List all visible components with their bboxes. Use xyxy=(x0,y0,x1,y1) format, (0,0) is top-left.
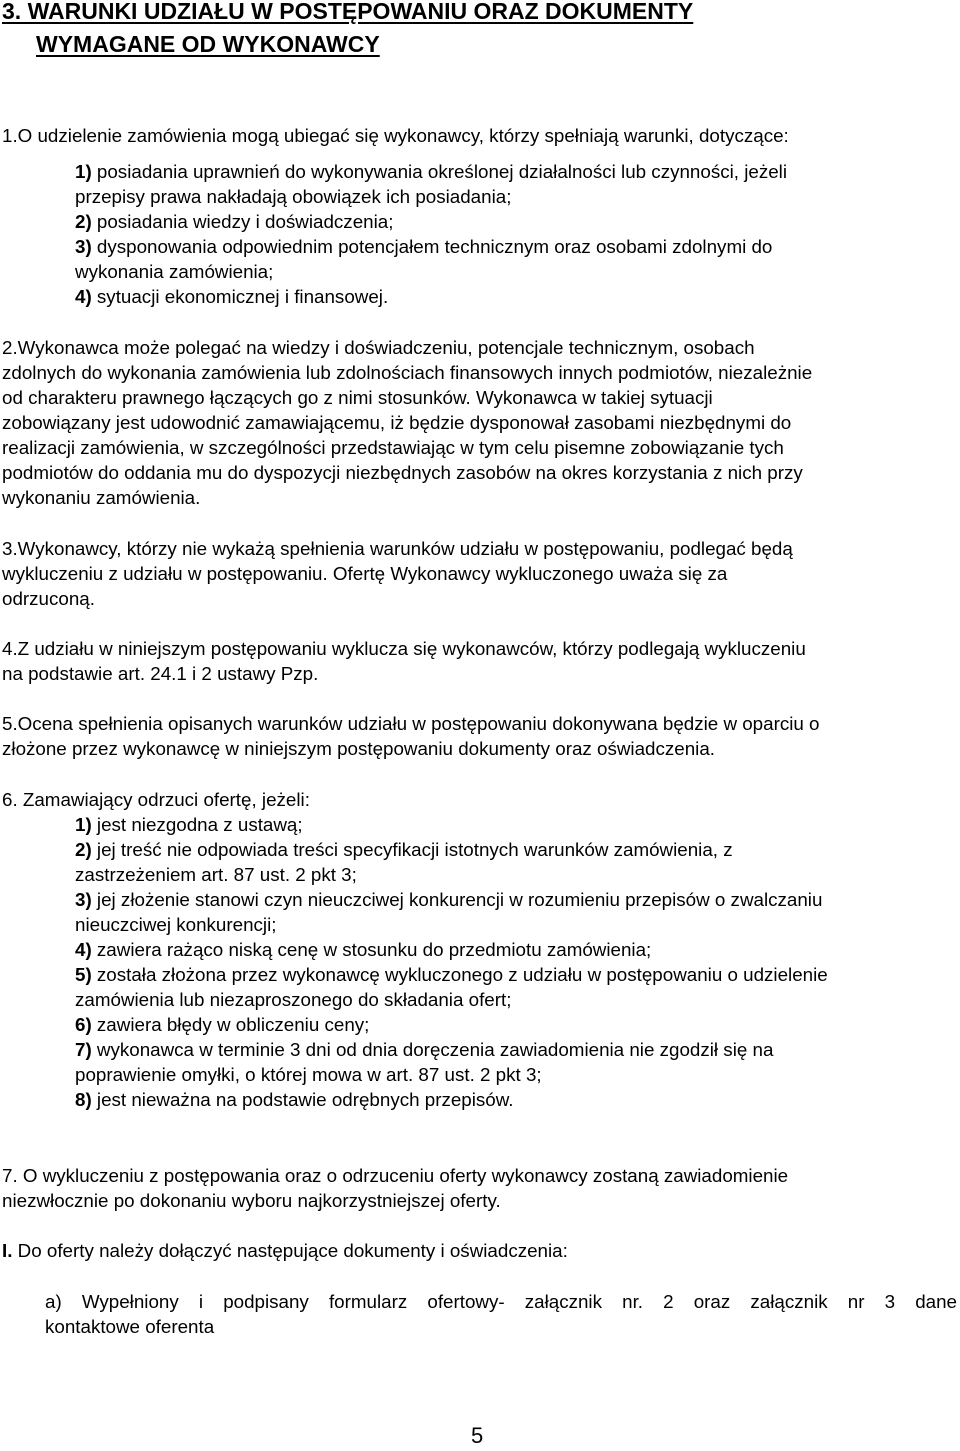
item-number: 8) xyxy=(75,1089,92,1110)
item-text: sytuacji ekonomicznej i finansowej. xyxy=(91,286,389,307)
item-number: 3) xyxy=(75,889,92,910)
paragraph-5-line: złożone przez wykonawcę w niniejszym postępowaniu dokumenty oraz oświadczenia. xyxy=(2,738,715,759)
rejection-item-8 xyxy=(75,1087,514,1112)
rejection-item-5-cont: zamówienia lub niezaproszonego do składania ofert; xyxy=(75,989,512,1010)
item-text: posiadania uprawnień do wykonywania określonej działalności lub czynności, jeżeli xyxy=(91,161,788,182)
page-number: 5 xyxy=(471,1423,484,1448)
item-text: dysponowania odpowiednim potencjałem technicznym oraz osobami zdolnymi do xyxy=(91,236,773,257)
rejection-item-4 xyxy=(75,937,651,962)
paragraph-7-line: niezwłocznie po dokonaniu wyboru najkorzystniejszej oferty. xyxy=(2,1190,501,1211)
item-text: zawiera rażąco niską cenę w stosunku do przedmiotu zamówienia; xyxy=(91,939,652,960)
item-number: 2) xyxy=(75,839,92,860)
paragraph-7-line: 7. O wykluczeniu z postępowania oraz o odrzuceniu oferty wykonawcy zostaną zawiadomienie xyxy=(2,1165,789,1186)
paragraph-4-line: 4.Z udziału w niniejszym postępowaniu wyklucza się wykonawców, którzy podlegają wykluczeniu xyxy=(2,638,806,659)
documents-intro-text: Do oferty należy dołączyć następujące dokumenty i oświadczenia: xyxy=(12,1240,568,1261)
item-text: zawiera błędy w obliczeniu ceny; xyxy=(91,1014,370,1035)
item-text: jest niezgodna z ustawą; xyxy=(91,814,303,835)
rejection-item-1 xyxy=(75,812,303,837)
condition-item-1-cont: przepisy prawa nakładają obowiązek ich posiadania; xyxy=(75,186,512,207)
rejection-item-3-cont: nieuczciwej konkurencji; xyxy=(75,914,277,935)
rejection-item-5 xyxy=(75,962,828,987)
item-number: 3) xyxy=(75,236,92,257)
rejection-item-7-cont: poprawienie omyłki, o której mowa w art. 87 ust. 2 pkt 3; xyxy=(75,1064,542,1085)
condition-item-1 xyxy=(75,159,787,184)
paragraph-2-line: 2.Wykonawca może polegać na wiedzy i doświadczeniu, potencjale technicznym, osobach xyxy=(2,337,755,358)
section-numeral: I. xyxy=(2,1240,13,1261)
paragraph-3-line: wykluczeniu z udziału w postępowaniu. Ofertę Wykonawcy wykluczonego uważa się za xyxy=(2,563,728,584)
item-text: jej złożenie stanowi czyn nieuczciwej konkurencji w rozumieniu przepisów o zwalczaniu xyxy=(91,889,823,910)
item-number: 2) xyxy=(75,211,92,232)
document-item-a-line-2: kontaktowe oferenta xyxy=(45,1316,215,1337)
item-text: wykonawca w terminie 3 dni od dnia doręczenia zawiadomienia nie zgodził się na xyxy=(91,1039,774,1060)
rejection-item-2 xyxy=(75,837,733,862)
paragraph-2-line: wykonaniu zamówienia. xyxy=(2,487,201,508)
item-number: 5) xyxy=(75,964,92,985)
condition-item-2 xyxy=(75,209,393,234)
rejection-item-2-cont: zastrzeżeniem art. 87 ust. 2 pkt 3; xyxy=(75,864,357,885)
documents-intro xyxy=(2,1238,568,1263)
document-item-a-line-1: a) Wypełniony i podpisany formularz ofertowy- załącznik nr. 2 oraz załącznik nr 3 dane xyxy=(45,1291,957,1312)
section-heading-line-1: 3. WARUNKI UDZIAŁU W POSTĘPOWANIU ORAZ DOKUMENTY xyxy=(2,0,694,24)
condition-item-3 xyxy=(75,234,772,259)
paragraph-4-line: na podstawie art. 24.1 i 2 ustawy Pzp. xyxy=(2,663,319,684)
paragraph-2-line: zobowiązany jest udowodnić zamawiającemu, iż będzie dysponował zasobami niezbędnymi do xyxy=(2,412,792,433)
paragraph-2-line: realizacji zamówienia, w szczególności przedstawiając w tym celu pisemne zobowiązanie tych xyxy=(2,437,784,458)
condition-item-4 xyxy=(75,284,388,309)
item-number: 4) xyxy=(75,939,92,960)
item-number: 1) xyxy=(75,161,92,182)
paragraph-5-line: 5.Ocena spełnienia opisanych warunków udziału w postępowaniu dokonywana będzie w oparciu o xyxy=(2,713,820,734)
condition-item-3-cont: wykonania zamówienia; xyxy=(75,261,274,282)
item-number: 4) xyxy=(75,286,92,307)
rejection-item-6 xyxy=(75,1012,369,1037)
rejection-item-3 xyxy=(75,887,822,912)
item-number: 1) xyxy=(75,814,92,835)
paragraph-3-line: odrzuconą. xyxy=(2,588,95,609)
section-heading-line-2: WYMAGANE OD WYKONAWCY xyxy=(36,31,380,57)
item-number: 7) xyxy=(75,1039,92,1060)
item-text: jej treść nie odpowiada treści specyfikacji istotnych warunków zamówienia, z xyxy=(91,839,733,860)
rejection-intro: 6. Zamawiający odrzuci ofertę, jeżeli: xyxy=(2,789,310,810)
paragraph-2-line: podmiotów do oddania mu do dyspozycji niezbędnych zasobów na okres korzystania z nich przy xyxy=(2,462,803,483)
conditions-intro: 1.O udzielenie zamówienia mogą ubiegać się wykonawcy, którzy spełniają warunki, dotyczące: xyxy=(2,125,789,146)
rejection-item-7 xyxy=(75,1037,773,1062)
paragraph-3-line: 3.Wykonawcy, którzy nie wykażą spełnienia warunków udziału w postępowaniu, podlegać będą xyxy=(2,538,793,559)
paragraph-2-line: od charakteru prawnego łączących go z nimi stosunków. Wykonawca w takiej sytuacji xyxy=(2,387,713,408)
item-text: jest nieważna na podstawie odrębnych przepisów. xyxy=(91,1089,514,1110)
item-text: została złożona przez wykonawcę wykluczonego z udziału w postępowaniu o udzielenie xyxy=(91,964,828,985)
item-number: 6) xyxy=(75,1014,92,1035)
paragraph-2-line: zdolnych do wykonania zamówienia lub zdolnościach finansowych innych podmiotów, niezależnie xyxy=(2,362,813,383)
item-text: posiadania wiedzy i doświadczenia; xyxy=(91,211,394,232)
